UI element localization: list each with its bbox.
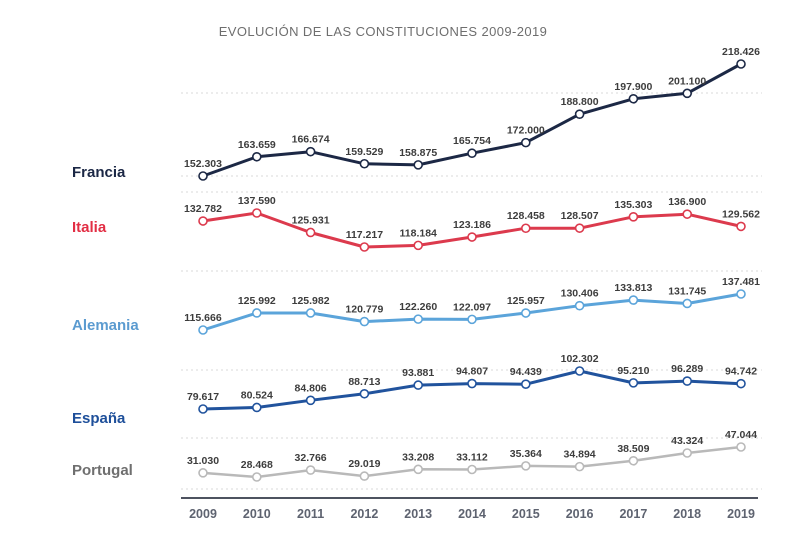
data-point bbox=[307, 466, 315, 474]
data-point-label: 33.112 bbox=[456, 451, 488, 464]
data-point bbox=[683, 299, 691, 307]
data-point bbox=[522, 224, 530, 232]
series-line-francia bbox=[203, 64, 741, 176]
data-point-label: 172.000 bbox=[506, 124, 545, 137]
data-point-label: 129.562 bbox=[722, 208, 760, 221]
data-point bbox=[737, 443, 745, 451]
data-point bbox=[683, 210, 691, 218]
x-tick-label: 2011 bbox=[297, 507, 325, 521]
data-point bbox=[253, 403, 261, 411]
x-tick-label: 2010 bbox=[242, 507, 271, 521]
data-point bbox=[307, 309, 315, 317]
data-point bbox=[414, 465, 422, 473]
data-point-label: 188.800 bbox=[560, 96, 599, 109]
data-point bbox=[253, 209, 261, 217]
data-point-label: 95.210 bbox=[617, 364, 650, 377]
data-point-label: 125.957 bbox=[506, 295, 545, 308]
data-point bbox=[360, 243, 368, 251]
data-point-label: 35.364 bbox=[509, 447, 542, 460]
data-point bbox=[629, 95, 637, 103]
data-point bbox=[468, 380, 476, 388]
data-point bbox=[468, 149, 476, 157]
data-point bbox=[468, 315, 476, 323]
data-point-label: 201.100 bbox=[668, 75, 707, 88]
data-point-label: 130.406 bbox=[560, 287, 599, 300]
data-point bbox=[683, 377, 691, 385]
data-point-label: 118.184 bbox=[399, 227, 437, 240]
x-tick-label: 2018 bbox=[673, 507, 702, 521]
data-point bbox=[468, 233, 476, 241]
data-point bbox=[199, 326, 207, 334]
data-point bbox=[522, 462, 530, 470]
data-point bbox=[629, 457, 637, 465]
series-label-alemania: Alemania bbox=[72, 317, 139, 334]
data-point-label: 197.900 bbox=[614, 80, 653, 93]
data-point bbox=[737, 380, 745, 388]
data-point-label: 128.458 bbox=[506, 210, 545, 223]
data-point bbox=[522, 139, 530, 147]
data-point-label: 125.982 bbox=[291, 294, 330, 307]
data-point bbox=[360, 390, 368, 398]
data-point-label: 96.289 bbox=[671, 363, 704, 376]
data-point-label: 94.439 bbox=[509, 366, 542, 379]
data-point-label: 94.807 bbox=[455, 365, 489, 378]
data-point bbox=[414, 161, 422, 169]
data-point bbox=[199, 469, 207, 477]
x-tick-label: 2019 bbox=[727, 507, 755, 521]
data-point-label: 117.217 bbox=[345, 229, 384, 241]
x-tick-label: 2017 bbox=[619, 507, 648, 521]
data-point bbox=[414, 381, 422, 389]
data-point bbox=[522, 380, 530, 388]
data-point-label: 122.097 bbox=[453, 301, 491, 314]
data-point-label: 29.019 bbox=[348, 458, 381, 471]
data-point-label: 166.674 bbox=[291, 133, 330, 146]
data-point-label: 88.713 bbox=[348, 375, 381, 388]
data-point-label: 31.030 bbox=[186, 454, 220, 467]
x-tick-label: 2013 bbox=[404, 507, 433, 521]
data-point-label: 80.524 bbox=[240, 389, 273, 402]
data-point-label: 218.426 bbox=[722, 46, 760, 58]
series-label-italia: Italia bbox=[72, 219, 107, 236]
data-point-label: 38.509 bbox=[617, 442, 650, 455]
data-point bbox=[737, 60, 745, 68]
data-point bbox=[307, 228, 315, 236]
data-point-label: 125.931 bbox=[291, 214, 330, 227]
data-point-label: 32.766 bbox=[294, 452, 327, 465]
data-point bbox=[199, 217, 207, 225]
data-point-label: 158.875 bbox=[399, 146, 438, 159]
data-point bbox=[576, 224, 584, 232]
data-point-label: 131.745 bbox=[668, 285, 707, 298]
data-point-label: 33.208 bbox=[402, 451, 435, 464]
data-point bbox=[199, 405, 207, 413]
data-point bbox=[360, 160, 368, 168]
data-point bbox=[576, 367, 584, 375]
series-label-francia: Francia bbox=[72, 164, 126, 181]
data-point-label: 120.779 bbox=[345, 303, 384, 316]
data-point-label: 136.900 bbox=[668, 196, 707, 209]
x-tick-label: 2014 bbox=[458, 507, 486, 521]
chart-title: EVOLUCIÓN DE LAS CONSTITUCIONES 2009-2019 bbox=[218, 24, 548, 39]
data-point-label: 94.742 bbox=[724, 365, 758, 378]
data-point bbox=[414, 315, 422, 323]
data-point bbox=[468, 466, 476, 474]
data-point-label: 43.324 bbox=[671, 435, 704, 448]
data-point-label: 28.468 bbox=[240, 459, 273, 471]
data-point bbox=[199, 172, 207, 180]
data-point-label: 84.806 bbox=[294, 382, 327, 395]
series-label-portugal: Portugal bbox=[72, 462, 133, 479]
data-point bbox=[629, 296, 637, 304]
data-point bbox=[253, 153, 261, 161]
data-point bbox=[360, 318, 368, 326]
data-point-label: 133.813 bbox=[614, 282, 653, 295]
data-point bbox=[576, 463, 584, 471]
data-point bbox=[253, 473, 261, 481]
data-point bbox=[737, 222, 745, 230]
data-point bbox=[307, 396, 315, 404]
x-tick-label: 2012 bbox=[350, 507, 379, 521]
x-tick-label: 2009 bbox=[189, 507, 217, 521]
series-label-españa: España bbox=[72, 410, 126, 427]
data-point bbox=[360, 472, 368, 480]
data-point bbox=[522, 309, 530, 317]
data-point-label: 34.894 bbox=[563, 448, 596, 461]
data-point bbox=[629, 213, 637, 221]
data-point bbox=[737, 290, 745, 298]
data-point-label: 159.529 bbox=[345, 145, 384, 158]
data-point bbox=[253, 309, 261, 317]
x-tick-label: 2016 bbox=[565, 507, 594, 521]
data-point-label: 122.260 bbox=[399, 301, 438, 314]
data-point-label: 132.782 bbox=[184, 203, 222, 216]
data-point-label: 125.992 bbox=[237, 294, 276, 307]
data-point bbox=[683, 89, 691, 97]
data-point-label: 93.881 bbox=[402, 367, 435, 380]
data-point-label: 135.303 bbox=[614, 198, 653, 211]
data-point bbox=[683, 449, 691, 457]
data-point-label: 123.186 bbox=[453, 219, 491, 232]
data-point bbox=[576, 302, 584, 310]
data-point bbox=[414, 241, 422, 249]
data-point bbox=[307, 148, 315, 156]
data-point-label: 152.303 bbox=[184, 158, 222, 170]
data-point-label: 128.507 bbox=[560, 210, 599, 223]
x-tick-label: 2015 bbox=[511, 507, 540, 521]
data-point-label: 163.659 bbox=[237, 138, 276, 151]
data-point-label: 137.481 bbox=[722, 276, 760, 288]
data-point-label: 115.666 bbox=[184, 312, 222, 324]
data-point-label: 47.044 bbox=[724, 429, 758, 441]
data-point-label: 102.302 bbox=[560, 353, 599, 365]
data-point-label: 79.617 bbox=[186, 391, 220, 403]
data-point-label: 165.754 bbox=[453, 135, 491, 148]
data-point bbox=[629, 379, 637, 387]
data-point-label: 137.590 bbox=[237, 195, 276, 207]
data-point bbox=[576, 110, 584, 118]
